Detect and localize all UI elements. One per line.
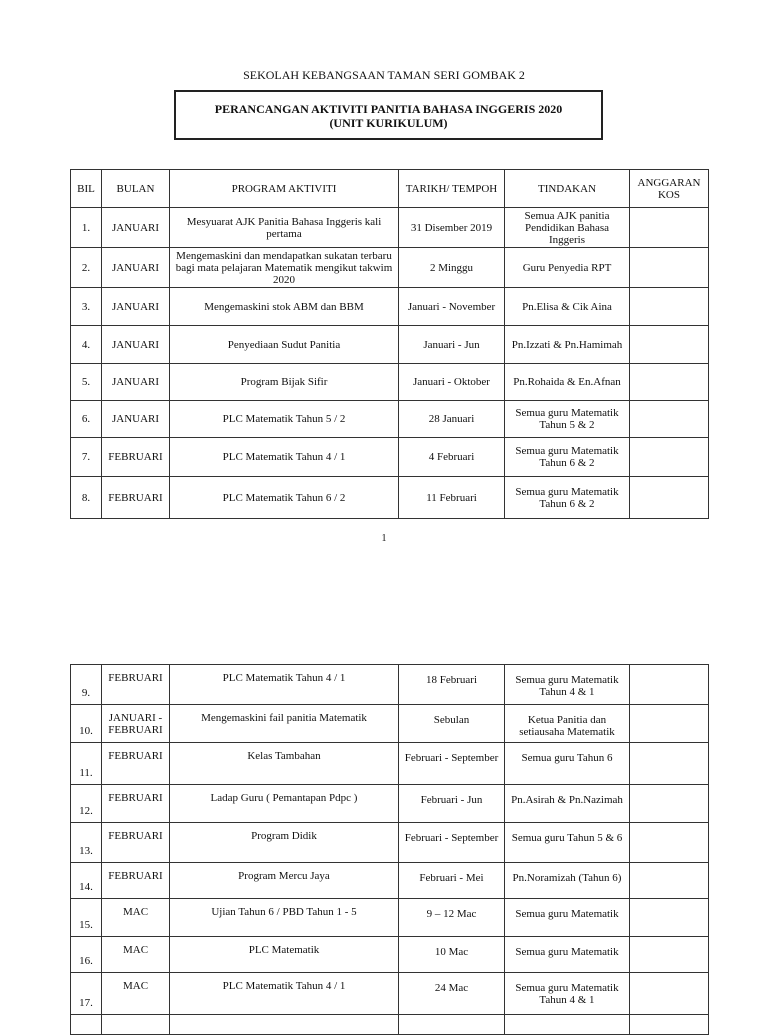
cell-bulan: JANUARI - FEBRUARI	[102, 705, 170, 743]
cell-tarikh: 2 Minggu	[399, 248, 505, 288]
cell-bulan: FEBRUARI	[102, 477, 170, 519]
cell-tarikh: Sebulan	[399, 705, 505, 743]
cell-bil: 6.	[71, 401, 102, 438]
table-row	[71, 705, 709, 743]
cell-bulan: JANUARI	[102, 248, 170, 288]
cell-program: Program Bijak Sifir	[170, 364, 399, 401]
cell-kos	[630, 1015, 709, 1035]
cell-tindakan: Semua guru Matematik Tahun 6 & 2	[505, 477, 630, 519]
cell-bulan: JANUARI	[102, 208, 170, 248]
table-row	[71, 438, 709, 477]
cell-tindakan: Ketua Panitia dan setiausaha Matematik	[505, 705, 630, 743]
cell-program: PLC Matematik	[170, 937, 399, 973]
cell-kos	[630, 973, 709, 1015]
cell-program: Ujian Tahun 6 / PBD Tahun 1 - 5	[170, 899, 399, 937]
cell-bulan: FEBRUARI	[102, 863, 170, 899]
cell-kos	[630, 438, 709, 477]
cell-program: Mesyuarat AJK Panitia Bahasa Inggeris kali pertama	[170, 208, 399, 248]
table-row	[71, 665, 709, 705]
table-row	[71, 477, 709, 519]
cell-tarikh: Februari - Mei	[399, 863, 505, 899]
cell-kos	[630, 937, 709, 973]
col-header-anggaran: ANGGARAN KOS	[630, 170, 709, 208]
cell-kos	[630, 401, 709, 438]
cell-bil	[71, 1015, 102, 1035]
cell-program: PLC Matematik Tahun 5 / 2	[170, 401, 399, 438]
cell-tarikh: 24 Mac	[399, 973, 505, 1015]
table-row	[71, 364, 709, 401]
cell-bil: 17.	[71, 973, 102, 1015]
cell-program: PLC Matematik Tahun 6 / 2	[170, 477, 399, 519]
cell-bil: 14.	[71, 863, 102, 899]
cell-tarikh: Januari - Oktober	[399, 364, 505, 401]
cell-kos	[630, 288, 709, 326]
page-number: 1	[381, 533, 387, 544]
activity-table-page-1	[70, 169, 709, 519]
cell-tarikh: Februari - Jun	[399, 785, 505, 823]
cell-bulan: MAC	[102, 899, 170, 937]
cell-bil: 16.	[71, 937, 102, 973]
cell-tarikh: 11 Februari	[399, 477, 505, 519]
cell-bil: 8.	[71, 477, 102, 519]
cell-kos	[630, 665, 709, 705]
cell-kos	[630, 705, 709, 743]
document-title: PERANCANGAN AKTIVITI PANITIA BAHASA INGGERIS 2020	[214, 102, 563, 116]
cell-bulan: MAC	[102, 937, 170, 973]
cell-bil: 11.	[71, 743, 102, 785]
cell-tarikh: 18 Februari	[399, 665, 505, 705]
cell-program: Program Mercu Jaya	[170, 863, 399, 899]
table-row	[71, 326, 709, 364]
cell-bil: 9.	[71, 665, 102, 705]
table-row	[71, 899, 709, 937]
cell-tindakan: Semua guru Matematik Tahun 6 & 2	[505, 438, 630, 477]
cell-tarikh: 10 Mac	[399, 937, 505, 973]
document-title-box	[174, 90, 603, 140]
table-row	[71, 823, 709, 863]
cell-tarikh: 9 – 12 Mac	[399, 899, 505, 937]
cell-bulan: JANUARI	[102, 364, 170, 401]
cell-tarikh: Februari - September	[399, 743, 505, 785]
cell-kos	[630, 785, 709, 823]
cell-tindakan: Pn.Rohaida & En.Afnan	[505, 364, 630, 401]
cell-bulan: JANUARI	[102, 326, 170, 364]
cell-bil: 10.	[71, 705, 102, 743]
col-header-tarikh: TARIKH/ TEMPOH	[399, 170, 505, 208]
cell-tindakan: Semua guru Tahun 5 & 6	[505, 823, 630, 863]
cell-tindakan: Pn.Noramizah (Tahun 6)	[505, 863, 630, 899]
cell-kos	[630, 743, 709, 785]
col-header-bulan: BULAN	[102, 170, 170, 208]
col-header-tindakan: TINDAKAN	[505, 170, 630, 208]
cell-tarikh: 4 Februari	[399, 438, 505, 477]
cell-bulan	[102, 1015, 170, 1035]
table-row	[71, 1015, 709, 1035]
cell-kos	[630, 823, 709, 863]
table-row	[71, 973, 709, 1015]
cell-kos	[630, 899, 709, 937]
table-row	[71, 743, 709, 785]
cell-program: PLC Matematik Tahun 4 / 1	[170, 438, 399, 477]
cell-bil: 15.	[71, 899, 102, 937]
cell-bil: 1.	[71, 208, 102, 248]
cell-bulan: JANUARI	[102, 288, 170, 326]
cell-tindakan: Pn.Asirah & Pn.Nazimah	[505, 785, 630, 823]
cell-tindakan: Semua guru Matematik	[505, 899, 630, 937]
table-row	[71, 785, 709, 823]
cell-bulan: FEBRUARI	[102, 665, 170, 705]
cell-program: PLC Matematik Tahun 4 / 1	[170, 665, 399, 705]
cell-bulan: MAC	[102, 973, 170, 1015]
cell-kos	[630, 248, 709, 288]
cell-kos	[630, 863, 709, 899]
school-name: SEKOLAH KEBANGSAAN TAMAN SERI GOMBAK 2	[243, 68, 525, 82]
cell-program: Kelas Tambahan	[170, 743, 399, 785]
cell-kos	[630, 326, 709, 364]
cell-tindakan: Semua AJK panitia Pendidikan Bahasa Inggeris	[505, 208, 630, 248]
cell-bulan: JANUARI	[102, 401, 170, 438]
cell-bil: 2.	[71, 248, 102, 288]
cell-bulan: FEBRUARI	[102, 743, 170, 785]
cell-bil: 7.	[71, 438, 102, 477]
cell-tindakan: Semua guru Matematik Tahun 4 & 1	[505, 665, 630, 705]
cell-tarikh: 31 Disember 2019	[399, 208, 505, 248]
cell-tarikh: Januari - November	[399, 288, 505, 326]
cell-kos	[630, 364, 709, 401]
cell-kos	[630, 208, 709, 248]
table-row	[71, 401, 709, 438]
cell-bil: 13.	[71, 823, 102, 863]
cell-program: Mengemaskini fail panitia Matematik	[170, 705, 399, 743]
cell-tindakan	[505, 1015, 630, 1035]
cell-program: Mengemaskini stok ABM dan BBM	[170, 288, 399, 326]
cell-tindakan: Semua guru Matematik Tahun 5 & 2	[505, 401, 630, 438]
cell-bulan: FEBRUARI	[102, 785, 170, 823]
cell-bil: 12.	[71, 785, 102, 823]
cell-bulan: FEBRUARI	[102, 438, 170, 477]
cell-program	[170, 1015, 399, 1035]
table-row	[71, 863, 709, 899]
table-header-row	[71, 170, 709, 208]
cell-tindakan: Guru Penyedia RPT	[505, 248, 630, 288]
cell-bil: 3.	[71, 288, 102, 326]
cell-bil: 5.	[71, 364, 102, 401]
cell-tarikh	[399, 1015, 505, 1035]
cell-tarikh: Januari - Jun	[399, 326, 505, 364]
cell-tarikh: 28 Januari	[399, 401, 505, 438]
activity-table-page-2	[70, 664, 709, 1035]
cell-program: PLC Matematik Tahun 4 / 1	[170, 973, 399, 1015]
table-row	[71, 288, 709, 326]
document-subtitle: (UNIT KURIKULUM)	[329, 116, 448, 130]
col-header-bil: BIL	[71, 170, 102, 208]
cell-tarikh: Februari - September	[399, 823, 505, 863]
cell-tindakan: Pn.Elisa & Cik Aina	[505, 288, 630, 326]
table-row	[71, 937, 709, 973]
cell-program: Program Didik	[170, 823, 399, 863]
cell-program: Mengemaskini dan mendapatkan sukatan terbaru bagi mata pelajaran Matematik mengikut takwim 2020	[170, 248, 399, 288]
cell-kos	[630, 477, 709, 519]
cell-tindakan: Pn.Izzati & Pn.Hamimah	[505, 326, 630, 364]
cell-tindakan: Semua guru Matematik	[505, 937, 630, 973]
col-header-program: PROGRAM AKTIVITI	[170, 170, 399, 208]
table-row	[71, 208, 709, 248]
cell-tindakan: Semua guru Tahun 6	[505, 743, 630, 785]
cell-tindakan: Semua guru Matematik Tahun 4 & 1	[505, 973, 630, 1015]
table-row	[71, 248, 709, 288]
cell-program: Penyediaan Sudut Panitia	[170, 326, 399, 364]
cell-bil: 4.	[71, 326, 102, 364]
cell-program: Ladap Guru ( Pemantapan Pdpc )	[170, 785, 399, 823]
cell-bulan: FEBRUARI	[102, 823, 170, 863]
